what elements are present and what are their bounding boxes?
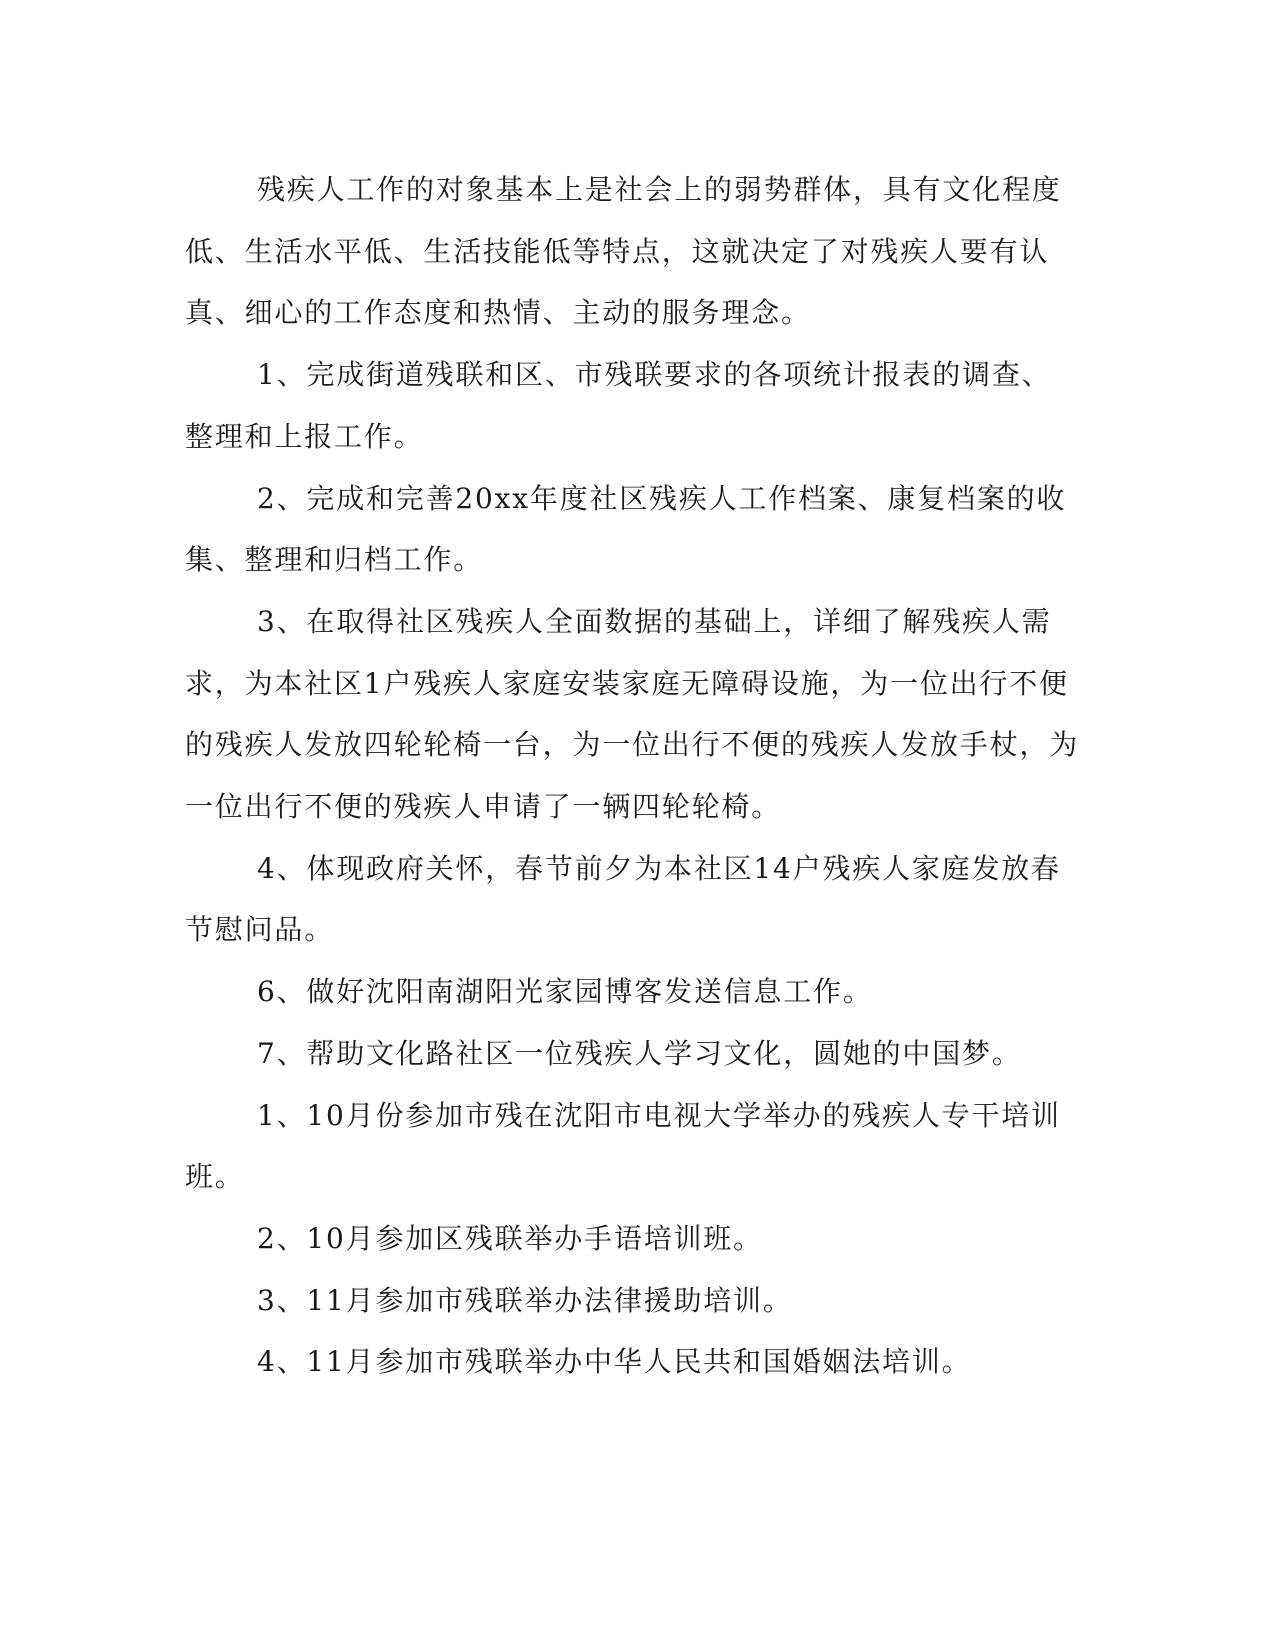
list-item-statistics-reports: 1、完成街道残联和区、市残联要求的各项统计报表的调查、整理和上报工作。	[185, 358, 1052, 453]
list-item-culture-study: 7、帮助文化路社区一位残疾人学习文化，圆她的中国梦。	[257, 1036, 1022, 1070]
training-item-sign-language: 2、10月参加区残联举办手语培训班。	[257, 1221, 763, 1255]
training-item-marriage-law: 4、11月参加市残联举办中华人民共和国婚姻法培训。	[257, 1345, 972, 1379]
training-item-cadre-class: 1、10月份参加市残在沈阳市电视大学举办的残疾人专干培训班。	[185, 1098, 1061, 1194]
list-item-blog-info: 6、做好沈阳南湖阳光家园博客发送信息工作。	[257, 975, 873, 1009]
document-body	[185, 159, 1079, 1393]
list-item-accessibility-aids: 3、在取得社区残疾人全面数据的基础上，详细了解残疾人需求，为本社区1户残疾人家庭安装家庭无障碍设施，为一位出行不便的残疾人发放四轮轮椅一台，为一位出行不便的残疾人发放手杖，为一位出行不便的残疾人申请了一辆四轮轮椅。	[185, 604, 1080, 824]
training-item-legal-aid: 3、11月参加市残联举办法律援助培训。	[257, 1283, 793, 1317]
list-item-archives: 2、完成和完善20xx年度社区残疾人工作档案、康复档案的收集、整理和归档工作。	[185, 481, 1067, 577]
list-item-spring-festival-gifts: 4、体现政府关怀，春节前夕为本社区14户残疾人家庭发放春节慰问品。	[185, 851, 1061, 947]
intro-paragraph: 残疾人工作的对象基本上是社会上的弱势群体，具有文化程度低、生活水平低、生活技能低等特点，这就决定了对残疾人要有认真、细心的工作态度和热情、主动的服务理念。	[185, 173, 1062, 330]
